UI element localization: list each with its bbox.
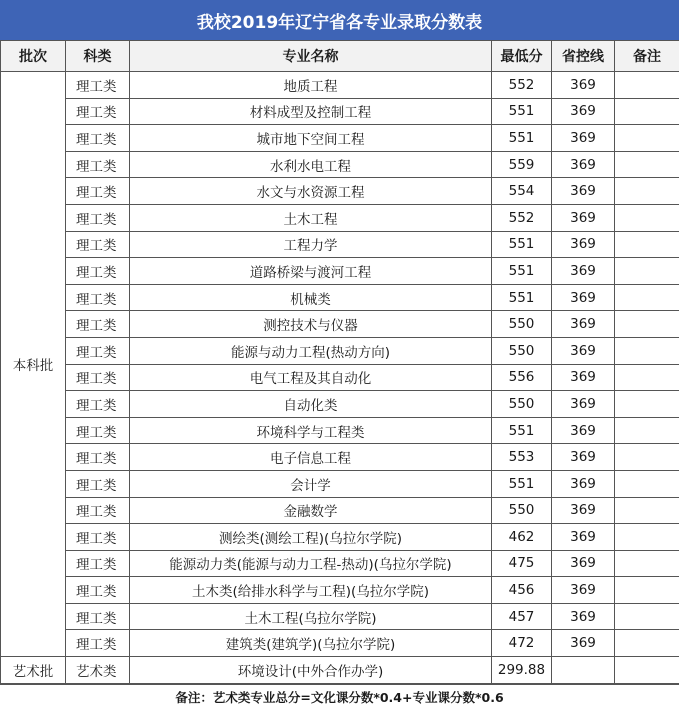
min-score-cell: 462 xyxy=(492,524,552,551)
note-cell xyxy=(615,630,679,657)
category-cell: 艺术类 xyxy=(66,657,130,684)
table-row xyxy=(1,550,679,577)
min-score-cell: 550 xyxy=(492,391,552,418)
major-cell: 水文与水资源工程 xyxy=(130,178,492,205)
table-row xyxy=(1,470,679,497)
category-cell: 理工类 xyxy=(66,603,130,630)
table-row xyxy=(1,364,679,391)
table-row xyxy=(1,98,679,125)
note-cell xyxy=(615,125,679,152)
footer-note: 备注：艺术类专业总分=文化课分数*0.4+专业课分数*0.6 xyxy=(0,684,679,709)
control-line-cell: 369 xyxy=(552,178,615,205)
category-cell: 理工类 xyxy=(66,391,130,418)
min-score-cell: 556 xyxy=(492,364,552,391)
category-cell: 理工类 xyxy=(66,284,130,311)
category-cell: 理工类 xyxy=(66,311,130,338)
min-score-cell: 551 xyxy=(492,417,552,444)
header-control-line: 省控线 xyxy=(552,41,615,72)
table-row-art xyxy=(1,657,679,684)
min-score-cell: 550 xyxy=(492,337,552,364)
table-row xyxy=(1,178,679,205)
category-cell: 理工类 xyxy=(66,630,130,657)
major-cell: 测控技术与仪器 xyxy=(130,311,492,338)
control-line-cell: 369 xyxy=(552,98,615,125)
major-cell: 土木工程 xyxy=(130,204,492,231)
table-row xyxy=(1,258,679,285)
control-line-cell: 369 xyxy=(552,391,615,418)
category-cell: 理工类 xyxy=(66,204,130,231)
note-cell xyxy=(615,550,679,577)
score-table xyxy=(0,40,679,684)
note-cell xyxy=(615,311,679,338)
major-cell: 自动化类 xyxy=(130,391,492,418)
control-line-cell: 369 xyxy=(552,444,615,471)
major-cell: 材料成型及控制工程 xyxy=(130,98,492,125)
major-cell: 土木类(给排水科学与工程)(乌拉尔学院) xyxy=(130,577,492,604)
category-cell: 理工类 xyxy=(66,577,130,604)
category-cell: 理工类 xyxy=(66,258,130,285)
category-cell: 理工类 xyxy=(66,125,130,152)
min-score-cell: 472 xyxy=(492,630,552,657)
min-score-cell: 457 xyxy=(492,603,552,630)
control-line-cell: 369 xyxy=(552,258,615,285)
major-cell: 能源动力类(能源与动力工程-热动)(乌拉尔学院) xyxy=(130,550,492,577)
note-cell xyxy=(615,524,679,551)
note-cell xyxy=(615,470,679,497)
min-score-cell: 553 xyxy=(492,444,552,471)
major-cell: 城市地下空间工程 xyxy=(130,125,492,152)
min-score-cell: 550 xyxy=(492,497,552,524)
control-line-cell: 369 xyxy=(552,630,615,657)
note-cell xyxy=(615,258,679,285)
min-score-cell: 456 xyxy=(492,577,552,604)
min-score-cell: 551 xyxy=(492,125,552,152)
control-line-cell: 369 xyxy=(552,577,615,604)
major-cell: 会计学 xyxy=(130,470,492,497)
table-body xyxy=(1,72,679,684)
major-cell: 电子信息工程 xyxy=(130,444,492,471)
note-cell xyxy=(615,337,679,364)
min-score-cell: 475 xyxy=(492,550,552,577)
note-cell xyxy=(615,577,679,604)
min-score-cell: 552 xyxy=(492,204,552,231)
category-cell: 理工类 xyxy=(66,497,130,524)
note-cell xyxy=(615,204,679,231)
min-score-cell: 551 xyxy=(492,231,552,258)
control-line-cell: 369 xyxy=(552,364,615,391)
note-cell xyxy=(615,231,679,258)
min-score-cell: 551 xyxy=(492,470,552,497)
note-cell xyxy=(615,391,679,418)
table-row xyxy=(1,524,679,551)
min-score-cell: 551 xyxy=(492,284,552,311)
table-row xyxy=(1,603,679,630)
major-cell: 工程力学 xyxy=(130,231,492,258)
major-cell: 金融数学 xyxy=(130,497,492,524)
header-category: 科类 xyxy=(66,41,130,72)
table-row xyxy=(1,231,679,258)
min-score-cell: 550 xyxy=(492,311,552,338)
table-row xyxy=(1,204,679,231)
min-score-cell: 551 xyxy=(492,258,552,285)
sheet-title: 我校2019年辽宁省各专业录取分数表 xyxy=(0,0,679,41)
header-note: 备注 xyxy=(615,41,679,72)
note-cell xyxy=(615,178,679,205)
category-cell: 理工类 xyxy=(66,417,130,444)
major-cell: 电气工程及其自动化 xyxy=(130,364,492,391)
table-header-row xyxy=(1,41,679,72)
category-cell: 理工类 xyxy=(66,231,130,258)
table-row xyxy=(1,125,679,152)
major-cell: 环境科学与工程类 xyxy=(130,417,492,444)
category-cell: 理工类 xyxy=(66,364,130,391)
batch-cell: 本科批 xyxy=(1,72,66,657)
note-cell xyxy=(615,364,679,391)
major-cell: 建筑类(建筑学)(乌拉尔学院) xyxy=(130,630,492,657)
header-major: 专业名称 xyxy=(130,41,492,72)
category-cell: 理工类 xyxy=(66,444,130,471)
header-batch: 批次 xyxy=(1,41,66,72)
control-line-cell: 369 xyxy=(552,550,615,577)
control-line-cell: 369 xyxy=(552,524,615,551)
table-row xyxy=(1,630,679,657)
control-line-cell: 369 xyxy=(552,151,615,178)
note-cell xyxy=(615,603,679,630)
major-cell: 地质工程 xyxy=(130,72,492,99)
note-cell xyxy=(615,657,679,684)
table-row xyxy=(1,151,679,178)
major-cell: 机械类 xyxy=(130,284,492,311)
category-cell: 理工类 xyxy=(66,72,130,99)
min-score-cell: 299.88 xyxy=(492,657,552,684)
category-cell: 理工类 xyxy=(66,550,130,577)
min-score-cell: 551 xyxy=(492,98,552,125)
control-line-cell: 369 xyxy=(552,337,615,364)
min-score-cell: 554 xyxy=(492,178,552,205)
category-cell: 理工类 xyxy=(66,98,130,125)
control-line-cell: 369 xyxy=(552,72,615,99)
table-row xyxy=(1,391,679,418)
batch-cell-art: 艺术批 xyxy=(1,657,66,684)
note-cell xyxy=(615,98,679,125)
note-cell xyxy=(615,417,679,444)
category-cell: 理工类 xyxy=(66,337,130,364)
note-cell xyxy=(615,497,679,524)
major-cell: 道路桥梁与渡河工程 xyxy=(130,258,492,285)
note-cell xyxy=(615,444,679,471)
control-line-cell: 369 xyxy=(552,417,615,444)
control-line-cell: 369 xyxy=(552,231,615,258)
table-row xyxy=(1,417,679,444)
table-row xyxy=(1,284,679,311)
note-cell xyxy=(615,151,679,178)
control-line-cell: 369 xyxy=(552,603,615,630)
table-row xyxy=(1,311,679,338)
control-line-cell: 369 xyxy=(552,284,615,311)
note-cell xyxy=(615,72,679,99)
min-score-cell: 559 xyxy=(492,151,552,178)
control-line-cell: 369 xyxy=(552,311,615,338)
category-cell: 理工类 xyxy=(66,178,130,205)
header-min-score: 最低分 xyxy=(492,41,552,72)
min-score-cell: 552 xyxy=(492,72,552,99)
major-cell: 水利水电工程 xyxy=(130,151,492,178)
major-cell: 测绘类(测绘工程)(乌拉尔学院) xyxy=(130,524,492,551)
control-line-cell: 369 xyxy=(552,204,615,231)
table-row xyxy=(1,497,679,524)
control-line-cell: 369 xyxy=(552,497,615,524)
category-cell: 理工类 xyxy=(66,470,130,497)
major-cell: 土木工程(乌拉尔学院) xyxy=(130,603,492,630)
note-cell xyxy=(615,284,679,311)
control-line-cell: 369 xyxy=(552,470,615,497)
table-row xyxy=(1,72,679,99)
category-cell: 理工类 xyxy=(66,524,130,551)
table-row xyxy=(1,444,679,471)
category-cell: 理工类 xyxy=(66,151,130,178)
control-line-cell xyxy=(552,657,615,684)
table-row xyxy=(1,577,679,604)
major-cell: 能源与动力工程(热动方向) xyxy=(130,337,492,364)
control-line-cell: 369 xyxy=(552,125,615,152)
major-cell: 环境设计(中外合作办学) xyxy=(130,657,492,684)
table-row xyxy=(1,337,679,364)
